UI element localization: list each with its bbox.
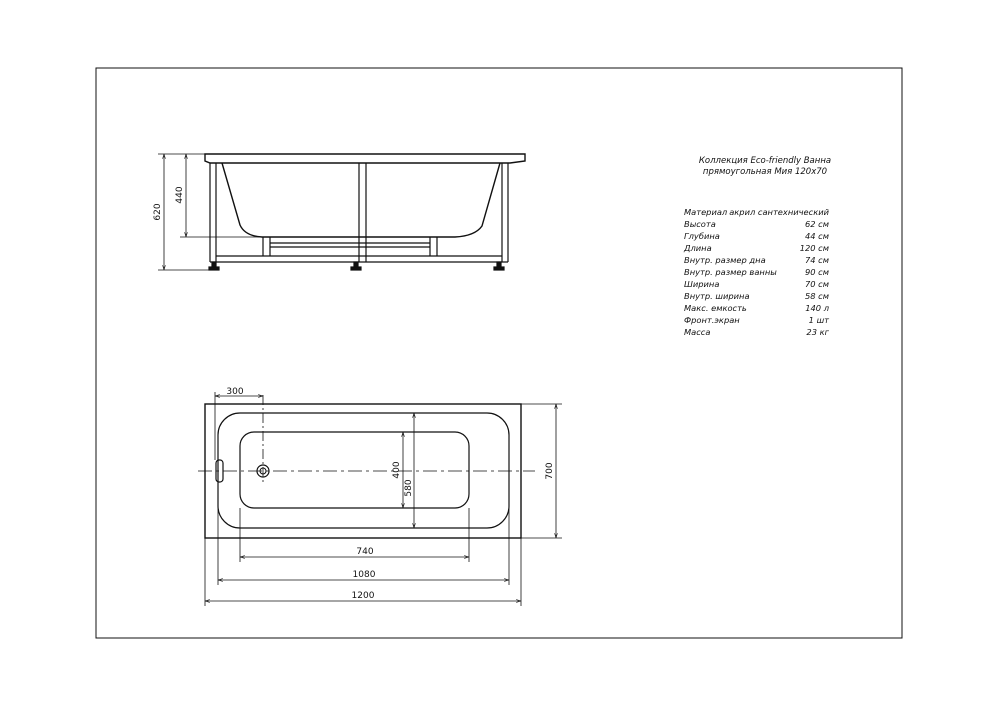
spec-value: 58 см <box>804 291 829 301</box>
spec-row-weight <box>684 326 829 338</box>
spec-label: Внутр. размер ванны <box>684 267 777 277</box>
side-view <box>158 154 525 270</box>
spec-label: Макс. емкость <box>684 303 747 313</box>
bottom-width-dimension-label: 400 <box>392 461 402 479</box>
title-line-2: прямоугольная Мия 120х70 <box>702 167 828 177</box>
depth-dimension-label: 440 <box>175 186 185 204</box>
spec-row-bottom-size <box>684 254 829 266</box>
spec-value: 70 см <box>804 279 829 289</box>
spec-value: 23 кг <box>806 327 829 337</box>
spec-label: Ширина <box>684 279 720 289</box>
product-title <box>665 156 865 178</box>
spec-row-inner-width <box>684 290 829 302</box>
spec-label: Внутр. размер дна <box>684 255 766 265</box>
spec-row-material <box>684 206 829 218</box>
spec-label: Масса <box>684 327 711 337</box>
spec-value: 44 см <box>804 231 829 241</box>
spec-value: акрил сантехнический <box>729 207 829 217</box>
spec-label: Материал <box>684 207 728 217</box>
title-line-1: Коллекция Eco-friendly Ванна <box>698 156 832 166</box>
spec-label: Фронт.экран <box>684 315 740 325</box>
spec-value: 140 л <box>805 303 829 313</box>
spec-label: Глубина <box>684 231 720 241</box>
inside-width-dimension-label: 580 <box>404 479 414 497</box>
spec-value: 74 см <box>804 255 829 265</box>
spec-row-depth <box>684 230 829 242</box>
spec-row-length <box>684 242 829 254</box>
width-dimension-label: 700 <box>545 462 555 480</box>
spec-label: Внутр. ширина <box>684 291 750 301</box>
inside-length-dimension-label: 1080 <box>352 570 376 580</box>
spec-value: 1 шт <box>808 315 829 325</box>
spec-label: Длина <box>684 243 712 253</box>
spec-row-inner-size <box>684 266 829 278</box>
spec-row-capacity <box>684 302 829 314</box>
top-view <box>198 392 562 606</box>
spec-row-front-panel <box>684 314 829 326</box>
drain-offset-dimension-label: 300 <box>226 387 244 397</box>
spec-row-width <box>684 278 829 290</box>
bottom-length-dimension-label: 740 <box>356 547 374 557</box>
spec-value: 120 см <box>799 243 829 253</box>
spec-value: 90 см <box>804 267 829 277</box>
spec-label: Высота <box>684 219 716 229</box>
spec-row-height <box>684 218 829 230</box>
height-dimension-label: 620 <box>153 203 163 221</box>
length-dimension-label: 1200 <box>351 591 375 601</box>
spec-value: 62 см <box>804 219 829 229</box>
